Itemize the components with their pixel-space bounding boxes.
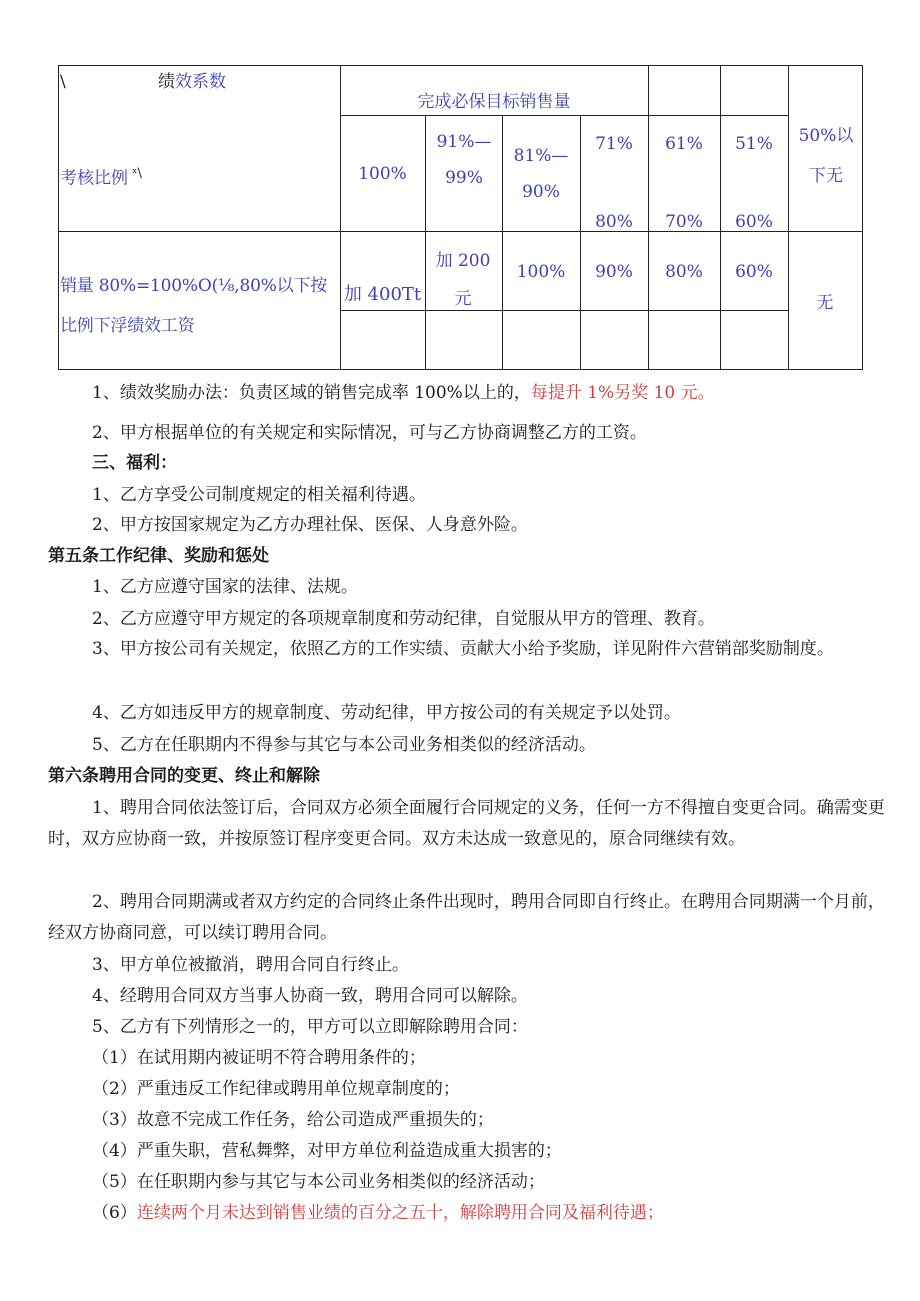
paragraph-discipline-4: 4、乙方如违反甲方的规章制度、劳动纪律，甲方按公司的有关规定予以处罚。	[92, 703, 681, 723]
paragraph-contract-3: 3、甲方单位被撤消，聘用合同自行终止。	[92, 955, 409, 975]
row-value-add-400: 加 400Tt	[343, 284, 422, 305]
pct-header-71-bottom: 80%	[595, 212, 633, 232]
pct-header-71-top: 71%	[595, 134, 633, 154]
heading-welfare: 三、福利：	[92, 453, 177, 473]
corner-slash: \	[60, 72, 66, 92]
list-item-4: （4）严重失职，营私舞弊，对甲方单位利益造成重大损害的；	[92, 1141, 562, 1161]
paragraph-contract-2: 2、聘用合同期满或者双方约定的合同终止条件出现时，聘用合同即自行终止。在聘用合同期满一个月前，经双方协商同意，可以续订聘用合同。	[48, 892, 885, 943]
paragraph-contract-4: 4、经聘用合同双方当事人协商一致，聘用合同可以解除。	[92, 986, 528, 1006]
table-border-left	[58, 65, 59, 370]
pct-header-51-bottom: 60%	[735, 212, 773, 232]
bonus-increment-text: 每提升 1%另奖 10 元。	[530, 383, 715, 403]
heading-article-5: 第五条工作纪律、奖励和惩处	[48, 546, 269, 566]
list-item-6	[92, 1198, 920, 1228]
list-item-5: （5）在任职期内参与其它与本公司业务相类似的经济活动；	[92, 1172, 545, 1192]
row-value-60: 60%	[735, 262, 773, 282]
row-value-add-200: 加 200元	[435, 251, 491, 309]
paragraph-bonus-method	[92, 378, 920, 408]
pct-header-51-top: 51%	[735, 134, 773, 154]
list-item-1: （1）在试用期内被证明不符合聘用条件的；	[92, 1048, 426, 1068]
corner-coefficient-text: 效系数	[175, 72, 226, 92]
row-value-none: 无	[816, 293, 834, 313]
list-item-6-prefix: （6）	[92, 1203, 137, 1223]
corner-ratio-label	[60, 162, 142, 195]
bonus-method-text: 1、绩效奖励办法：负责区域的销售完成率 100%以上的，	[92, 383, 531, 403]
paragraph-welfare-2: 2、甲方按国家规定为乙方办理社保、医保、人身意外险。	[92, 515, 528, 535]
paragraph-discipline-5: 5、乙方在任职期内不得参与其它与本公司业务相类似的经济活动。	[92, 735, 596, 755]
corner-ratio-mark: ˣ\	[132, 166, 142, 181]
pct-header-61-bottom: 70%	[665, 212, 703, 232]
table-col-rule-7	[788, 65, 789, 370]
pct-header-100: 100%	[358, 164, 407, 184]
list-item-3: （3）故意不完成工作任务，给公司造成严重损失的；	[92, 1110, 494, 1130]
pct-header-61-top: 61%	[665, 134, 703, 154]
group-header: 完成必保目标销售量	[417, 92, 571, 112]
row-value-100: 100%	[516, 262, 566, 282]
table-col-rule-3	[502, 115, 503, 370]
row-value-80: 80%	[665, 262, 703, 282]
pct-header-91-99: 91%—99%	[436, 132, 492, 188]
heading-article-6: 第六条聘用合同的变更、终止和解除	[48, 766, 320, 786]
row-label: 销量 80%=100%O(⅛,80%以下按比例下浮绩效工资	[60, 276, 328, 336]
table-border-right	[862, 65, 863, 370]
paragraph-welfare-1: 1、乙方享受公司制度规定的相关福利待遇。	[92, 485, 426, 505]
paragraph-contract-1: 1、聘用合同依法签订后，合同双方必须全面履行合同规定的义务，任何一方不得擅自变更合同。确需变更时，双方应协商一致，并按原签订程序变更合同。双方未达成一致意见的，原合同继续有效。	[48, 798, 885, 849]
paragraph-discipline-2: 2、乙方应遵守甲方规定的各项规章制度和劳动纪律，自觉服从甲方的管理、教育。	[92, 609, 715, 629]
pct-header-81-90: 81%—90%	[513, 146, 569, 202]
row-value-90: 90%	[595, 262, 633, 282]
corner-coefficient-label	[158, 66, 226, 98]
list-item-2: （2）严重违反工作纪律或聘用单位规章制度的；	[92, 1079, 460, 1099]
paragraph-discipline-1: 1、乙方应遵守国家的法律、法规。	[92, 577, 358, 597]
corner-ratio-text: 考核比例	[60, 168, 128, 189]
paragraph-discipline-3: 3、甲方按公司有关规定，依照乙方的工作实绩、贡献大小给予奖励，详见附件六营销部奖励制度。	[92, 639, 834, 659]
pct-header-below-50: 50%以下无	[798, 126, 854, 186]
table-border-bottom	[58, 369, 863, 370]
corner-coefficient-prefix: 绩	[158, 72, 175, 92]
paragraph-contract-5: 5、乙方有下列情形之一的，甲方可以立即解除聘用合同：	[92, 1017, 528, 1037]
table-col-rule-2	[425, 115, 426, 370]
list-item-6-text: 连续两个月未达到销售业绩的百分之五十，解除聘用合同及福利待遇；	[136, 1203, 664, 1223]
paragraph-salary-adjust: 2、甲方根据单位的有关规定和实际情况，可与乙方协商调整乙方的工资。	[92, 423, 647, 443]
